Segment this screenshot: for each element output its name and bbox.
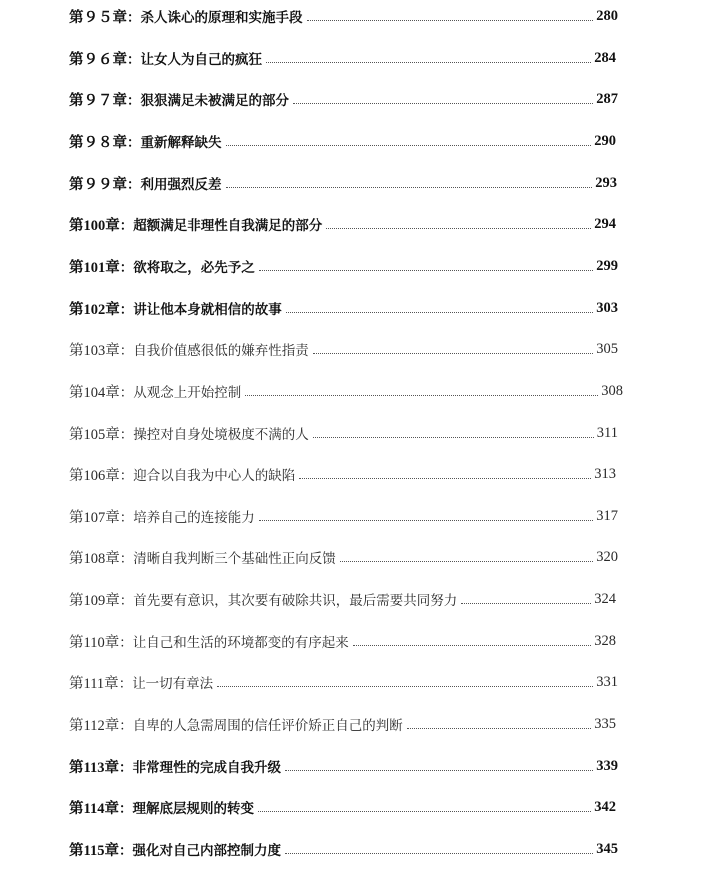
- chapter-title: 杀人诛心的原理和实施手段: [140, 10, 303, 26]
- toc-entry[interactable]: [69, 254, 618, 278]
- chapter-number: 第101章: [69, 259, 120, 276]
- page-number: 290: [594, 132, 616, 149]
- chapter-title: 欲将取之，必先予之: [133, 260, 255, 276]
- chapter-title: 超额满足非理性自我满足的部分: [133, 218, 323, 234]
- chapter-number: 第９８章: [69, 134, 127, 151]
- chapter-separator: ：: [119, 551, 134, 567]
- dot-leader: [313, 436, 594, 438]
- chapter-number: 第９９章: [69, 176, 127, 193]
- chapter-title: 非常理性的完成自我升级: [132, 760, 281, 776]
- toc-entry[interactable]: [69, 212, 616, 236]
- toc-entry[interactable]: [69, 379, 623, 403]
- page-number: 328: [594, 632, 616, 649]
- chapter-separator: ：: [127, 93, 141, 109]
- chapter-number: 第113章: [69, 759, 119, 776]
- chapter-title: 重新解释缺失: [140, 135, 222, 151]
- toc-entry[interactable]: [69, 296, 618, 320]
- dot-leader: [258, 810, 591, 812]
- dot-leader: [285, 852, 593, 854]
- chapter-title: 狠狠满足未被满足的部分: [140, 93, 289, 109]
- chapter-number: 第９６章: [69, 51, 127, 68]
- chapter-title: 让女人为自己的疯狂: [140, 52, 262, 68]
- chapter-title: 利用强烈反差: [140, 177, 222, 193]
- chapter-number: 第９５章: [69, 9, 127, 26]
- dot-leader: [326, 227, 591, 229]
- chapter-number: 第102章: [69, 301, 120, 318]
- toc-entry[interactable]: [69, 46, 616, 70]
- chapter-separator: ：: [127, 177, 141, 193]
- chapter-title: 强化对自己内部控制力度: [132, 843, 281, 859]
- dot-leader: [307, 19, 594, 21]
- chapter-separator: ：: [118, 760, 133, 776]
- toc-entry[interactable]: [69, 462, 616, 486]
- page-number: 287: [596, 90, 618, 107]
- chapter-separator: ：: [119, 427, 134, 443]
- dot-leader: [226, 144, 592, 146]
- chapter-separator: ：: [118, 676, 133, 692]
- dot-leader: [293, 102, 593, 104]
- chapter-title: 迎合以自我为中心人的缺陷: [133, 468, 296, 484]
- chapter-separator: ：: [119, 593, 134, 609]
- chapter-number: 第100章: [69, 217, 120, 234]
- dot-leader: [217, 685, 593, 687]
- page-number: 311: [596, 424, 618, 441]
- toc-entry[interactable]: [69, 629, 616, 653]
- page-number: 342: [594, 798, 616, 815]
- chapter-separator: ：: [118, 801, 133, 817]
- toc-entry[interactable]: [69, 795, 616, 819]
- chapter-separator: ：: [119, 302, 134, 318]
- toc-entry[interactable]: [69, 129, 616, 153]
- toc-entry[interactable]: [69, 4, 618, 28]
- chapter-title: 培养自己的连接能力: [133, 510, 255, 526]
- chapter-number: 第９７章: [69, 92, 127, 109]
- toc-entry[interactable]: [69, 504, 618, 528]
- toc-entry[interactable]: [69, 712, 616, 736]
- chapter-number: 第103章: [69, 342, 120, 359]
- chapter-title: 讲让他本身就相信的故事: [133, 302, 282, 318]
- dot-leader: [407, 727, 592, 729]
- page-number: 331: [596, 673, 618, 690]
- chapter-title: 从观念上开始控制: [133, 385, 242, 401]
- chapter-number: 第111章: [69, 675, 119, 692]
- dot-leader: [245, 394, 598, 396]
- toc-entry[interactable]: [69, 754, 618, 778]
- chapter-number: 第105章: [69, 426, 120, 443]
- dot-leader: [353, 644, 592, 646]
- page-number: 324: [594, 590, 616, 607]
- page-number: 293: [595, 174, 617, 191]
- page-number: 317: [596, 507, 618, 524]
- dot-leader: [461, 602, 591, 604]
- page-number: 313: [594, 465, 616, 482]
- chapter-title: 自卑的人急需周围的信任评价矫正自己的判断: [132, 718, 403, 734]
- chapter-separator: ：: [118, 843, 133, 859]
- dot-leader: [285, 769, 593, 771]
- toc-entry[interactable]: [69, 670, 618, 694]
- dot-leader: [259, 269, 594, 271]
- chapter-number: 第110章: [69, 634, 120, 651]
- chapter-title: 操控对自身处境极度不满的人: [133, 427, 309, 443]
- dot-leader: [286, 311, 594, 313]
- chapter-number: 第104章: [69, 384, 120, 401]
- chapter-separator: ：: [119, 343, 134, 359]
- chapter-separator: ：: [119, 218, 134, 234]
- chapter-title: 让一切有章法: [132, 676, 214, 692]
- toc-entry[interactable]: [69, 87, 618, 111]
- chapter-title: 让自己和生活的环境都变的有序起来: [132, 635, 349, 651]
- chapter-separator: ：: [119, 468, 134, 484]
- page-number: 308: [601, 382, 623, 399]
- page-number: 294: [594, 215, 616, 232]
- dot-leader: [226, 186, 593, 188]
- dot-leader: [266, 61, 591, 63]
- toc-entry[interactable]: [69, 337, 618, 361]
- page-number: 335: [594, 715, 616, 732]
- toc-entry[interactable]: [69, 421, 618, 445]
- page-number: 305: [596, 340, 618, 357]
- dot-leader: [259, 519, 594, 521]
- chapter-separator: ：: [119, 635, 133, 651]
- chapter-separator: ：: [127, 10, 141, 26]
- page-number: 284: [594, 49, 616, 66]
- dot-leader: [313, 352, 594, 354]
- chapter-number: 第108章: [69, 550, 120, 567]
- chapter-number: 第114章: [69, 800, 119, 817]
- toc-entry[interactable]: [69, 171, 617, 195]
- chapter-title: 清晰自我判断三个基础性正向反馈: [133, 551, 336, 567]
- chapter-title: 自我价值感很低的嫌弃性指责: [133, 343, 309, 359]
- page-number: 299: [596, 257, 618, 274]
- chapter-separator: ：: [119, 385, 134, 401]
- chapter-number: 第109章: [69, 592, 120, 609]
- chapter-number: 第106章: [69, 467, 120, 484]
- chapter-separator: ：: [119, 718, 133, 734]
- chapter-separator: ：: [127, 135, 141, 151]
- page-number: 280: [596, 7, 618, 24]
- chapter-title: 首先要有意识，其次要有破除共识，最后需要共同努力: [133, 593, 458, 609]
- toc-entry[interactable]: [69, 587, 616, 611]
- chapter-separator: ：: [119, 260, 134, 276]
- chapter-number: 第107章: [69, 509, 120, 526]
- toc-entry[interactable]: [69, 837, 618, 861]
- dot-leader: [299, 477, 591, 479]
- page-number: 345: [596, 840, 618, 857]
- toc-entry[interactable]: [69, 545, 618, 569]
- chapter-title: 理解底层规则的转变: [132, 801, 254, 817]
- chapter-number: 第112章: [69, 717, 120, 734]
- page-number: 303: [596, 299, 618, 316]
- page-number: 339: [596, 757, 618, 774]
- chapter-number: 第115章: [69, 842, 119, 859]
- chapter-separator: ：: [127, 52, 141, 68]
- dot-leader: [340, 560, 594, 562]
- chapter-separator: ：: [119, 510, 134, 526]
- page-number: 320: [596, 548, 618, 565]
